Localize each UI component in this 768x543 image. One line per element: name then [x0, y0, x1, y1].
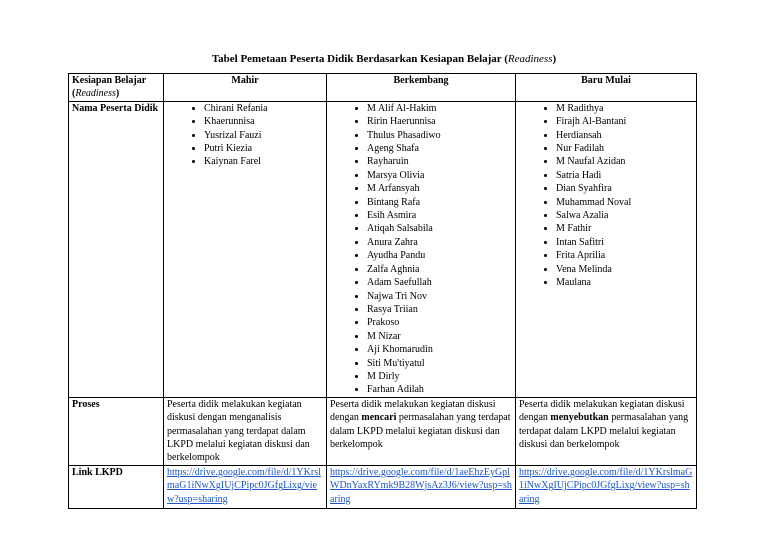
process-baru-post: permasalahan yang terdapat dalam LKPD melalui kegiatan diskusi dan berkelompok [519, 412, 689, 451]
student-name: • Frita Aprilia [556, 249, 693, 262]
student-name: • Anura Zahra [367, 236, 512, 249]
process-berkembang-keyword: mencari [361, 412, 397, 424]
process-berkembang-post: permasalahan yang terdapat dalam LKPD melalui kegiatan diskusi dan berkelompok [330, 412, 511, 451]
student-name: • Herdiansah [556, 129, 693, 142]
student-name: • Intan Safitri [556, 236, 693, 249]
process-mahir [164, 397, 327, 465]
process-label: Proses [69, 397, 164, 465]
process-berkembang-pre: Peserta didik melakukan kegiatan diskusi dengan [330, 398, 496, 424]
student-name: • Najwa Tri Nov [367, 290, 512, 303]
student-name: • Bintang Rafa [367, 196, 512, 209]
student-name: • M Fathir [556, 222, 693, 235]
student-name: • Ririn Haerunnisa [367, 115, 512, 128]
student-name: • Dian Syahfira [556, 182, 693, 195]
title-close: ) [552, 53, 557, 65]
student-name: • Satria Hadi [556, 169, 693, 182]
header-berkembang: Berkembang [327, 74, 516, 102]
student-name: • Siti Mu'tiyatul [367, 357, 512, 370]
process-baru-mulai [516, 397, 697, 465]
student-name: • Kaiynan Farel [204, 155, 323, 168]
link-berkembang-cell [327, 465, 516, 508]
lkpd-link-mahir[interactable]: https://drive.google.com/file/d/1YKrslmaG1iNwXgIUjCPipc0JGfgLixg/view?usp=sharing [167, 466, 321, 505]
mahir-cell [164, 101, 327, 397]
student-name: • Muhammad Noval [556, 196, 693, 209]
student-name: • Salwa Azalia [556, 209, 693, 222]
student-name: • Yusrizal Fauzi [204, 129, 323, 142]
lkpd-link-berkembang[interactable]: https://drive.google.com/file/d/1aeEhzEyGplWDnYaxRYmk9B28WjsAz3J6/view?usp=sharing [330, 466, 512, 505]
link-mahir-cell [164, 465, 327, 508]
names-label: Nama Peserta Didik [69, 101, 164, 397]
lkpd-link-baru-mulai[interactable]: https://drive.google.com/file/d/1YKrslmaG1iNwXgIUjCPipc0JGfgLixg/view?usp=sharing [519, 466, 693, 505]
baru-mulai-cell [516, 101, 697, 397]
student-name: • Rayharuin [367, 155, 512, 168]
student-name: • Marsya Olivia [367, 169, 512, 182]
header-row [69, 74, 697, 102]
mahir-list [167, 102, 323, 169]
student-name: • M Radithya [556, 102, 693, 115]
student-name: • Aji Khomarudin [367, 343, 512, 356]
link-label: Link LKPD [69, 465, 164, 508]
link-baru-mulai-cell [516, 465, 697, 508]
process-baru-pre: Peserta didik melakukan kegiatan diskusi dengan [519, 398, 685, 424]
header-mahir: Mahir [164, 74, 327, 102]
student-name: • M Arfansyah [367, 182, 512, 195]
readiness-mapping-table [68, 73, 697, 509]
header-paren-close: ) [115, 88, 120, 100]
student-name: • M Dirly [367, 370, 512, 383]
link-row [69, 465, 697, 508]
student-name: • Farhan Adilah [367, 383, 512, 396]
document-title [0, 53, 768, 65]
student-name: • Thulus Phasadiwo [367, 129, 512, 142]
student-name: • Prakoso [367, 316, 512, 329]
title-text: Tabel Pemetaan Peserta Didik Berdasarkan Kesiapan Belajar ( [211, 53, 508, 65]
student-name: • Ageng Shafa [367, 142, 512, 155]
student-name: • Chirani Refania [204, 102, 323, 115]
header-paren-open: ( [72, 88, 76, 100]
process-berkembang [327, 397, 516, 465]
header-baru-mulai: Baru Mulai [516, 74, 697, 102]
student-name: • Atiqah Salsabila [367, 222, 512, 235]
berkembang-list [330, 102, 512, 397]
student-name: • Adam Saefullah [367, 276, 512, 289]
student-name: • Maulana [556, 276, 693, 289]
student-name: • Firajh Al-Bantani [556, 115, 693, 128]
berkembang-cell [327, 101, 516, 397]
process-baru-keyword: menyebutkan [550, 412, 609, 424]
student-name: • Putri Kiezia [204, 142, 323, 155]
process-mahir-text: Peserta didik melakukan kegiatan diskusi dengan menganalisis permasalahan yang terdapat dalam LKPD melalui kegiatan diskusi dan berkelompok [167, 398, 310, 464]
student-name: • M Nizar [367, 330, 512, 343]
names-row [69, 101, 697, 397]
header-readiness-italic: Readiness [75, 88, 116, 100]
student-name: • Zalfa Aghnia [367, 263, 512, 276]
process-row [69, 397, 697, 465]
student-name: • Khaerunnisa [204, 115, 323, 128]
header-readiness [69, 74, 164, 102]
header-readiness-line1: Kesiapan Belajar [72, 75, 147, 86]
title-italic: Readiness [507, 53, 553, 65]
baru-mulai-list [519, 102, 693, 290]
student-name: • M Alif Al-Hakim [367, 102, 512, 115]
student-name: • Vena Melinda [556, 263, 693, 276]
student-name: • M Naufal Azidan [556, 155, 693, 168]
student-name: • Esih Asmira [367, 209, 512, 222]
student-name: • Nur Fadilah [556, 142, 693, 155]
student-name: • Rasya Triian [367, 303, 512, 316]
student-name: • Ayudha Pandu [367, 249, 512, 262]
